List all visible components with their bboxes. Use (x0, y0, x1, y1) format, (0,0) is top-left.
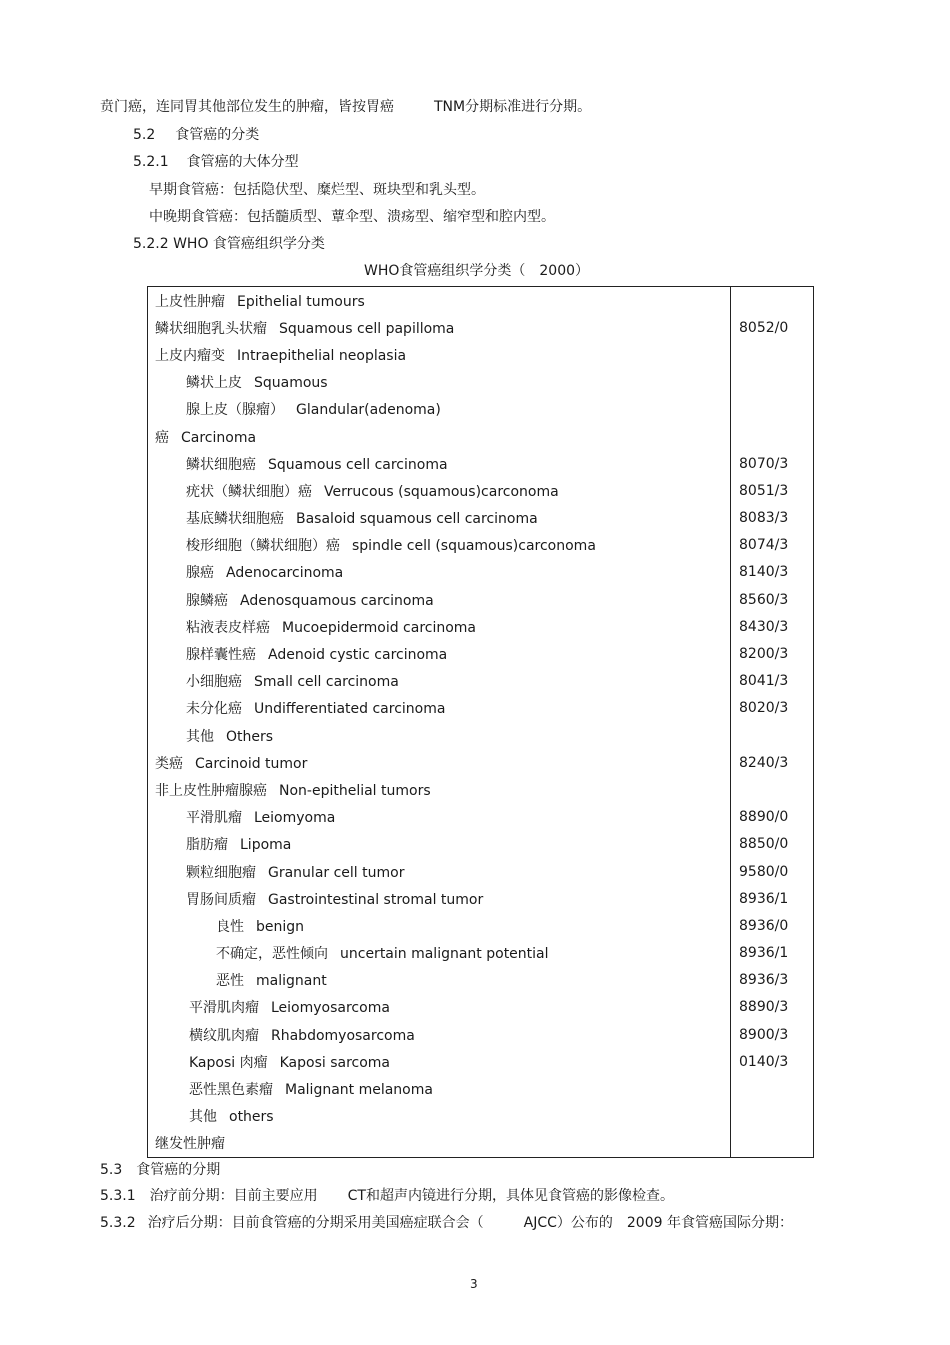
table-row (148, 586, 814, 613)
late-types-paragraph: 中晚期食管癌：包括髓质型、蕈伞型、溃疡型、缩窄型和腔内型。 (149, 209, 555, 225)
table-row (148, 804, 814, 831)
icd-o-code (731, 287, 814, 315)
term-wrapper (155, 671, 399, 691)
term-wrapper (155, 726, 273, 746)
table-row (148, 776, 814, 803)
term-english: Adenoid cystic carcinoma (268, 647, 448, 664)
term-cell (148, 776, 731, 803)
term-english: others (229, 1109, 274, 1126)
term-cell (148, 994, 731, 1021)
paragraph-text-a: 治疗后分期：目前食管癌的分期采用美国癌症联合会（ (147, 1215, 484, 1231)
term-english: Glandular(adenoma) (296, 402, 441, 419)
term-chinese: 恶性 (216, 973, 244, 990)
term-english: benign (256, 918, 305, 935)
intro-text-b: TNM分期标准进行分期。 (434, 99, 592, 115)
term-english: spindle cell (squamous)carconoma (352, 538, 596, 555)
icd-o-code: 8051/3 (731, 477, 814, 504)
term-wrapper (155, 562, 343, 582)
term-chinese: 未分化癌 (186, 701, 242, 718)
term-cell (148, 477, 731, 504)
table-row (148, 695, 814, 722)
term-cell (148, 940, 731, 967)
section-title: 食管癌的分期 (136, 1162, 221, 1178)
table-row (148, 858, 814, 885)
section-number: 5.2.1 (133, 154, 169, 170)
term-wrapper (155, 454, 448, 474)
term-chinese: 其他 (186, 728, 214, 745)
term-cell (148, 695, 731, 722)
table-row (148, 287, 814, 315)
term-cell (148, 613, 731, 640)
table-row (148, 668, 814, 695)
term-chinese: 脂肪瘤 (186, 837, 228, 854)
term-chinese: 上皮性肿瘤 (155, 293, 225, 310)
term-wrapper (155, 1106, 274, 1126)
icd-o-code: 8936/1 (731, 940, 814, 967)
term-chinese: 腺鳞癌 (186, 592, 228, 609)
table-row (148, 369, 814, 396)
term-english: Intraepithelial neoplasia (237, 347, 407, 364)
term-cell (148, 396, 731, 423)
term-chinese: 平滑肌肉瘤 (189, 1000, 259, 1017)
table-row (148, 396, 814, 423)
early-types-paragraph: 早期食管癌：包括隐伏型、糜烂型、斑块型和乳头型。 (149, 182, 485, 198)
term-english: Mucoepidermoid carcinoma (282, 619, 477, 636)
term-english: Leiomyoma (254, 810, 336, 827)
icd-o-code (731, 423, 814, 450)
icd-o-code: 8890/3 (731, 994, 814, 1021)
term-english: Kaposi sarcoma (279, 1054, 391, 1071)
paragraph-text-a: 治疗前分期：目前主要应用 (149, 1188, 318, 1204)
term-english: Leiomyosarcoma (271, 1000, 390, 1017)
table-row (148, 1130, 814, 1158)
term-wrapper (155, 997, 390, 1017)
term-chinese: 腺样囊性癌 (186, 647, 256, 664)
term-chinese: 继发性肿瘤 (155, 1136, 225, 1153)
icd-o-code: 8083/3 (731, 505, 814, 532)
term-english: Basaloid squamous cell carcinoma (296, 511, 538, 528)
term-english: Carcinoma (181, 429, 257, 446)
term-wrapper (155, 1052, 390, 1072)
term-english: Carcinoid tumor (195, 755, 308, 772)
icd-o-code: 8070/3 (731, 450, 814, 477)
section-number: 5.3.1 (100, 1188, 136, 1204)
icd-o-code: 8240/3 (731, 749, 814, 776)
term-cell (148, 369, 731, 396)
term-chinese: 鳞状上皮 (186, 375, 242, 392)
term-english: Small cell carcinoma (254, 674, 399, 691)
paragraph-text-c: 2009 年食管癌国际分期： (626, 1215, 793, 1231)
term-cell (148, 287, 731, 315)
section-5-3-1-paragraph (100, 1187, 674, 1205)
icd-o-code (731, 369, 814, 396)
term-chinese: 不确定，恶性倾向 (216, 946, 328, 963)
section-5-3-2-paragraph (100, 1214, 793, 1232)
section-number: 5.3.2 (100, 1215, 136, 1231)
table-row (148, 722, 814, 749)
term-cell (148, 559, 731, 586)
term-english: Granular cell tumor (268, 864, 405, 881)
table-row (148, 1103, 814, 1130)
icd-o-code: 8560/3 (731, 586, 814, 613)
section-5-2-2-heading: 5.2.2 WHO 食管癌组织学分类 (133, 236, 325, 252)
term-english: Non-epithelial tumors (279, 782, 431, 799)
icd-o-code: 8850/0 (731, 831, 814, 858)
section-5-2-heading (133, 126, 259, 144)
term-cell (148, 341, 731, 368)
icd-o-code (731, 396, 814, 423)
table-row (148, 613, 814, 640)
term-english: Squamous (254, 375, 328, 392)
term-wrapper (155, 508, 538, 528)
term-wrapper (155, 1079, 433, 1099)
term-english: Adenocarcinoma (226, 565, 344, 582)
icd-o-code: 8140/3 (731, 559, 814, 586)
table-row (148, 940, 814, 967)
term-wrapper (155, 862, 404, 882)
term-english: Squamous cell papilloma (279, 320, 455, 337)
table-row (148, 994, 814, 1021)
who-classification-table (147, 286, 814, 1158)
term-chinese: 胃肠间质瘤 (186, 891, 256, 908)
icd-o-code: 8936/1 (731, 885, 814, 912)
table-row (148, 1075, 814, 1102)
caption-text-a: WHO食管癌组织学分类（ (364, 263, 526, 279)
term-wrapper (155, 590, 434, 610)
paragraph-text-b: AJCC）公布的 (523, 1215, 613, 1231)
term-cell (148, 532, 731, 559)
term-wrapper (155, 756, 307, 772)
term-cell (148, 1021, 731, 1048)
term-cell (148, 858, 731, 885)
term-wrapper (155, 372, 328, 392)
term-cell (148, 1130, 731, 1158)
term-wrapper (155, 943, 549, 963)
term-wrapper (155, 889, 483, 909)
term-chinese: 恶性黑色素瘤 (189, 1082, 273, 1099)
icd-o-code: 8052/0 (731, 314, 814, 341)
term-wrapper (155, 970, 327, 990)
term-chinese: 鳞状细胞癌 (186, 456, 256, 473)
term-cell (148, 505, 731, 532)
term-wrapper (155, 807, 335, 827)
term-cell (148, 640, 731, 667)
icd-o-code (731, 1130, 814, 1158)
table-body (148, 287, 814, 1158)
table-row (148, 831, 814, 858)
term-chinese: 疣状（鳞状细胞）癌 (186, 483, 312, 500)
term-cell (148, 1075, 731, 1102)
term-cell (148, 967, 731, 994)
icd-o-code (731, 1075, 814, 1102)
icd-o-code: 0140/3 (731, 1048, 814, 1075)
term-english: Others (226, 728, 274, 745)
term-chinese: 腺上皮（腺瘤） (186, 402, 284, 419)
term-wrapper (155, 644, 447, 664)
term-wrapper (155, 430, 256, 446)
term-chinese: 癌 (155, 429, 169, 446)
term-cell (148, 314, 731, 341)
term-cell (148, 912, 731, 939)
icd-o-code: 8041/3 (731, 668, 814, 695)
term-cell (148, 423, 731, 450)
term-cell (148, 1103, 731, 1130)
term-english: Undifferentiated carcinoma (254, 701, 446, 718)
table-row (148, 423, 814, 450)
icd-o-code: 8936/0 (731, 912, 814, 939)
table-caption (364, 262, 589, 280)
term-english: uncertain malignant potential (340, 946, 549, 963)
term-chinese: 其他 (189, 1109, 217, 1126)
table-row (148, 967, 814, 994)
icd-o-code: 9580/0 (731, 858, 814, 885)
table-row (148, 559, 814, 586)
section-number: 5.2 (133, 127, 156, 143)
paragraph-text-b: CT和超声内镜进行分期，具体见食管癌的影像检查。 (347, 1188, 674, 1204)
icd-o-code (731, 341, 814, 368)
intro-line (100, 98, 591, 116)
term-english: Rhabdomyosarcoma (271, 1027, 415, 1044)
section-number: 5.3 (100, 1162, 123, 1178)
term-chinese: 粘液表皮样癌 (186, 619, 270, 636)
term-english: Lipoma (240, 837, 292, 854)
table-row (148, 912, 814, 939)
term-cell (148, 831, 731, 858)
table-row (148, 505, 814, 532)
term-chinese: 基底鳞状细胞癌 (186, 511, 284, 528)
term-chinese: 平滑肌瘤 (186, 810, 242, 827)
icd-o-code: 8900/3 (731, 1021, 814, 1048)
term-chinese: 上皮内瘤变 (155, 347, 225, 364)
table-row (148, 450, 814, 477)
table-row (148, 341, 814, 368)
term-wrapper (155, 1025, 415, 1045)
term-cell (148, 668, 731, 695)
table-row (148, 640, 814, 667)
term-english: Malignant melanoma (285, 1082, 433, 1099)
term-wrapper (155, 321, 454, 337)
section-title: 食管癌的大体分型 (186, 154, 299, 170)
term-english: Gastrointestinal stromal tumor (268, 891, 484, 908)
term-cell (148, 586, 731, 613)
icd-o-code (731, 776, 814, 803)
table-row (148, 532, 814, 559)
icd-o-code (731, 722, 814, 749)
term-chinese: 小细胞癌 (186, 674, 242, 691)
term-wrapper (155, 481, 559, 501)
term-english: malignant (256, 973, 327, 990)
term-cell (148, 749, 731, 776)
icd-o-code: 8074/3 (731, 532, 814, 559)
table-row (148, 885, 814, 912)
term-wrapper (155, 348, 406, 364)
term-wrapper (155, 698, 445, 718)
term-english: Epithelial tumours (237, 293, 365, 310)
table-row (148, 1021, 814, 1048)
icd-o-code: 8020/3 (731, 695, 814, 722)
term-wrapper (155, 535, 596, 555)
caption-text-b: 2000） (539, 263, 590, 279)
section-5-3-heading (100, 1161, 220, 1179)
section-5-2-1-heading (133, 153, 299, 171)
term-english: Squamous cell carcinoma (268, 456, 448, 473)
term-english: Adenosquamous carcinoma (240, 592, 434, 609)
term-chinese: 鳞状细胞乳头状瘤 (155, 320, 267, 337)
section-title: 食管癌的分类 (175, 127, 260, 143)
term-cell (148, 1048, 731, 1075)
term-wrapper (155, 617, 476, 637)
term-chinese: 颗粒细胞瘤 (186, 864, 256, 881)
term-cell (148, 804, 731, 831)
page-number: 3 (470, 1277, 478, 1291)
term-cell (148, 885, 731, 912)
term-chinese: 非上皮性肿瘤腺癌 (155, 782, 267, 799)
term-wrapper (155, 294, 365, 310)
table-row (148, 1048, 814, 1075)
term-chinese: 横纹肌肉瘤 (189, 1027, 259, 1044)
icd-o-code: 8936/3 (731, 967, 814, 994)
term-wrapper (155, 916, 304, 936)
term-wrapper (155, 399, 441, 419)
term-chinese: 类癌 (155, 755, 183, 772)
term-english: Verrucous (squamous)carconoma (324, 483, 559, 500)
term-cell (148, 722, 731, 749)
term-cell (148, 450, 731, 477)
icd-o-code: 8430/3 (731, 613, 814, 640)
icd-o-code: 8890/0 (731, 804, 814, 831)
icd-o-code: 8200/3 (731, 640, 814, 667)
term-chinese: 梭形细胞（鳞状细胞）癌 (186, 538, 340, 555)
intro-text-a: 贲门癌，连同胃其他部位发生的肿瘤，皆按胃癌 (100, 99, 394, 115)
table-row (148, 749, 814, 776)
term-wrapper (155, 834, 291, 854)
table-row (148, 477, 814, 504)
table-row (148, 314, 814, 341)
icd-o-code (731, 1103, 814, 1130)
term-wrapper (155, 783, 431, 799)
term-chinese: Kaposi 肉瘤 (189, 1054, 268, 1071)
term-wrapper (155, 1136, 237, 1152)
term-chinese: 良性 (216, 918, 244, 935)
term-chinese: 腺癌 (186, 565, 214, 582)
